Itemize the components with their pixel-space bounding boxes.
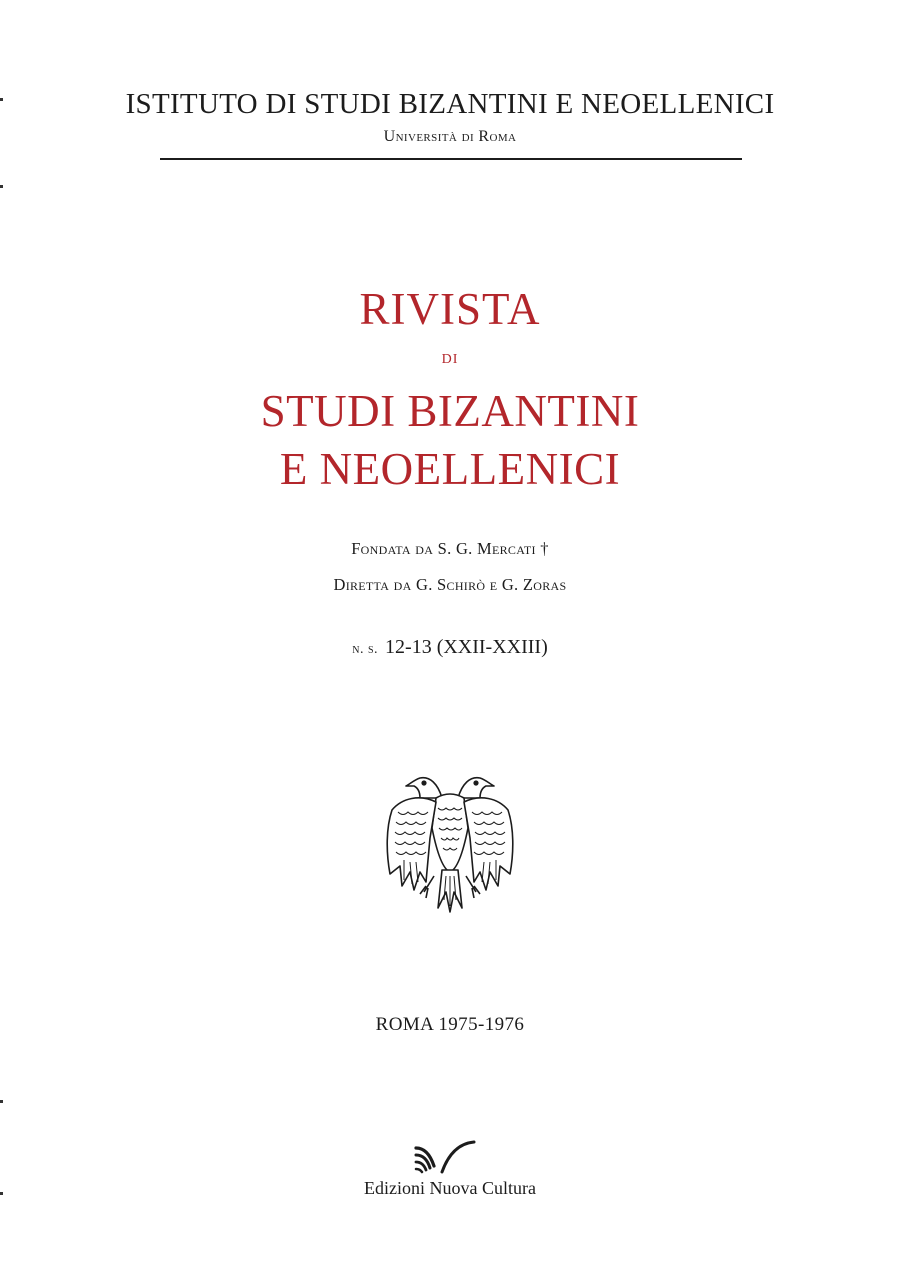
publisher-logo-icon bbox=[412, 1138, 478, 1180]
directed-by: Diretta da G. Schirò e G. Zoras bbox=[333, 575, 567, 594]
header-rule bbox=[160, 158, 742, 160]
place-and-years: ROMA 1975-1976 bbox=[375, 1014, 525, 1035]
margin-mark bbox=[0, 1192, 3, 1195]
university-name: Università di Roma bbox=[383, 128, 517, 145]
journal-title-line-4: E NEOELLENICI bbox=[279, 444, 621, 494]
double-headed-eagle-icon bbox=[380, 768, 520, 918]
margin-mark bbox=[0, 185, 3, 188]
founded-by: Fondata da S. G. Mercati † bbox=[351, 539, 549, 558]
margin-mark bbox=[0, 1100, 3, 1103]
issue-number bbox=[0, 636, 900, 659]
journal-title-line-3: STUDI BIZANTINI bbox=[260, 386, 640, 436]
issue-value: 12-13 (XXII-XXIII) bbox=[385, 636, 548, 658]
institute-name: ISTITUTO DI STUDI BIZANTINI E NEOELLENICI bbox=[125, 88, 775, 120]
margin-mark bbox=[0, 98, 3, 101]
journal-title-line-1: RIVISTA bbox=[359, 284, 541, 334]
publisher-name: Edizioni Nuova Cultura bbox=[364, 1178, 536, 1198]
series-label: n. s. bbox=[352, 642, 379, 657]
journal-title-line-2: di bbox=[441, 346, 459, 368]
